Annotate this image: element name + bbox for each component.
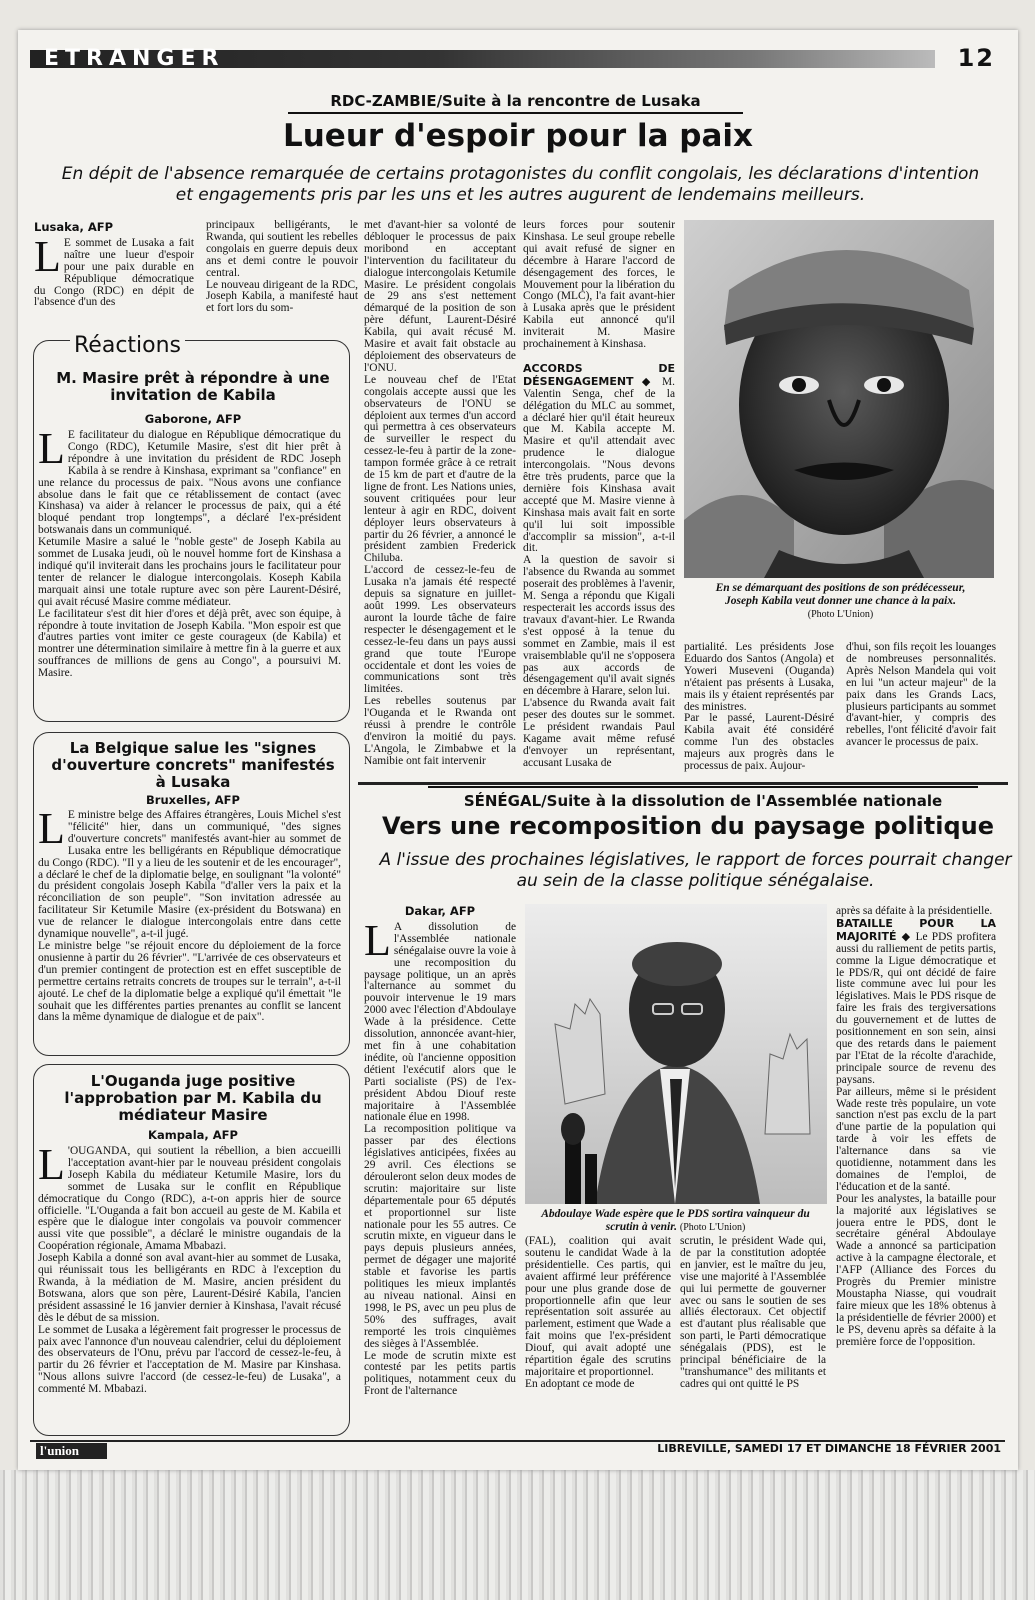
article2-subhead: BATAILLE POUR LA MAJORITÉ ◆: [836, 916, 996, 943]
background-stripes: [0, 1470, 1035, 1600]
page-number: 12: [957, 44, 995, 72]
box1-dateline: Gaborone, AFP: [144, 412, 242, 426]
reactions-label: Réactions: [70, 333, 185, 358]
section-name: ETRANGER: [44, 46, 225, 71]
article2-deck: A l'issue des prochaines législatives, le rapport de forces pourrait changer au sein de la classe politique sénégalaise.: [379, 850, 1012, 891]
article1-subhead: ACCORDS DE DÉSENGAGEMENT ◆: [523, 361, 675, 388]
box3-title: L'Ouganda juge positive l'approbation par M. Kabila du médiateur Masire: [64, 1072, 322, 1124]
dropcap: L: [34, 231, 61, 281]
article2-col4b: Le PDS profitera aussi du ralliement de petits partis, comme la Ligue démocratique et le PDS/R, qui ont décidé de faire liste commune avec lui pour les législatives. Mais le PDS risque de faire les frais des tergiversations du gouvernement et de luttes de positionnement en son sein, ainsi que des retards dans le paiement par l'Etat de la récolte d'arachide, principale source de revenu des paysans. Par ailleurs, même si le président Wade reste très populaire, un vote sanction n'est pas exclu de la part d'une partie de la population qui tarde à voir les effets de l'alternance dans sa vie quotidienne, notamment dans les domaines de l'emploi, de l'éducation et de la santé. Pour les analystes, la bataille pour la majorité aux législatives se jouera entre le PDS, dont le secrétaire général Abdoulaye Wade a annoncé sa participation active à la campagne électorale, et l'AFP (Alliance des Forces du Progrès du Premier ministre Moustapha Niasse, qui voudrait faire mieux que les 18% obtenus à la présidentielle de février 2000) et le PS, devenu après sa défaite à la première force de l'opposition.: [836, 930, 996, 1348]
wade-photo-credit: (Photo L'Union): [679, 1222, 746, 1233]
article2-dateline: Dakar, AFP: [404, 906, 476, 918]
article1-col4b: M. Valentin Senga, chef de la délégation du MLC au sommet, a déclaré hier qu'il était heureux que M. Kabila accepte M. Masire et qu'il attendait avec prudence le dialogue intercongolais. "Nous devons être très prudents, parce que la dernière fois Kinshasa avait accepté que M. Masire vienne à Kinshasa mais avait fait en sorte qu'il lui soit impossible d'accomplir sa mission", a-t-il dit. A la question de savoir si l'absence du Rwanda au sommet poserait des problèmes à l'avenir, M. Senga a répondu que Kigali respecterait les accords issus des travaux d'avant-hier. Le Rwanda s'est opposé à la tenue du sommet en Zambie, mais il est vraisemblable qu'il ne s'opposera pas aux accords de désengagement qu'il avait signés en décembre à Harare, selon lui. L'absence du Rwanda avait fait peser des doutes sur le sommet. Le président rwandais Paul Kagame avait même refusé d'envoyer un représentant, accusant Lusaka de: [523, 375, 675, 769]
box2-dateline: Bruxelles, AFP: [146, 793, 240, 807]
article1-col2: principaux belligérants, le Rwanda, qui soutient les rebelles congolais en guerre depuis deux ans et demi contre le pouvoir central. Le nouveau dirigeant de la RDC, Joseph Kabila, a manifesté haut et fort lors du som-: [206, 220, 358, 315]
kabila-caption-text: En se démarquant des positions de son prédécesseur, Joseph Kabila veut donner une chance à la paix.: [715, 582, 966, 607]
article1-col1-text: E sommet de Lusaka a fait naître une lueur d'espoir pour une paix durable en République démocratique du Congo (RDC) en dépit de l'absence d'un des: [34, 236, 194, 309]
article1-col3: met d'avant-hier sa volonté de débloquer le processus de paix moribond en acceptant l'intervention du facilitateur du dialogue intercongolais Ketumile Masire. Le président congolais de 29 ans s'est nettement démarqué de la position de son père défunt, Laurent-Désiré Kabila, qui avait récusé M. Masire et avait fait obstacle au déploiement des observateurs de l'ONU. Le nouveau chef de l'Etat congolais accepte aussi que les observateurs de l'ONU se déploient aux termes d'un accord qui permettra à ces observateurs de surveiller le respect du cessez-le-feu à partir de la zone-tampon formée grâce à ce retrait de 15 km de part et d'autre de la ligne de front. Les Nations unies, souvent critiquées pour leur lenteur à agir en RDC, doivent déployer leurs observateurs à partir du 26 février, a annoncé le président zambien Frederick Chiluba. L'accord de cessez-le-feu de Lusaka n'a jamais été respecté depuis sa signature en juillet-août 1999. Les observateurs auront la lourde tâche de faire respecter le désengagement et le cessez-le-feu dans un pays aussi grand que toute l'Europe occidentale et dont les voies de communications sont très limitées. Les rebelles soutenus par l'Ouganda et le Rwanda ont réussi à prendre le contrôle d'environ la moitié du pays. L'Angola, le Zimbabwe et la Namibie ont fait intervenir: [364, 220, 516, 767]
article2-top-rule: [358, 782, 1008, 785]
article1-title: Lueur d'espoir pour la paix: [282, 118, 754, 154]
kabila-photo-caption: [698, 582, 983, 621]
wade-photo-caption: [528, 1208, 823, 1234]
box1-body: [38, 430, 341, 712]
kabila-portrait-image: [684, 220, 994, 578]
box1-text: E facilitateur du dialogue en République démocratique du Congo (RDC), Ketumile Masire, s'est dit hier prêt à répondre à une invitation du président de RDC Joseph Kabila à se rendre à Kinshasa, exprimant sa "confiance" en une relance du processus de paix. "Nous avons une confiance absolue dans le fait que ce rétablissement de contact (avec Kinshasa) va aider à relancer le processus de paix, qui a été bloqué pendant trop longtemps", a déclaré l'ex-président botswanais dans un communiqué. Ketumile Masire a salué le "noble geste" de Joseph Kabila au sommet de Lusaka jeudi, où le nouvel homme fort de Kinshasa a indiqué qu'il inviterait dans les prochains jours le facilitateur pour tenter de relancer le dialogue intercongolais. Koseph Kabila marquait ainsi une totale rupture avec son père Laurent-Désiré, qui avait récusé Masire comme médiateur. Le facilitateur s'est dit hier d'ores et déjà prêt, avec son équipe, à répondre à toute invitation de Joseph Kabila. "Mon espoir est que d'autres parties vont imiter ce geste courageux (de Kabila) et montrer une détermination similaire à mettre fin à la guerre et aux souffrances de millions de gens au Congo", a poursuivi M. Masire.: [38, 430, 341, 680]
article2-title: Vers une recomposition du paysage politique: [381, 812, 995, 840]
article1-dateline: Lusaka, AFP: [34, 222, 114, 234]
box2-text: E ministre belge des Affaires étrangères, Louis Michel s'est "félicité" hier, dans un communiqué, "des signes d'ouverture concrets" manifestés avant-hier au sommet de Lusaka entre les belligérants en République démocratique du Congo (RDC). "Il y a lieu de les soutenir et de les encourager", a déclaré le chef de la diplomatie belge, en soulignant "la volonté" du président congolais Joseph Kabila "d'aller vers la paix et la réconciliation de son peuple". "Son invitation adressée au facilitateur Sir Ketumile Masire (ex-président du Botswana) en vue de relancer le dialogue intercongolais entre dans cette dynamique nouvelle", a-t-il jugé. Le ministre belge "se réjouit encore du déploiement de la force onusienne à partir du 26 février". "L'arrivée de ces observateurs et d'un premier contingent de protection est en effet susceptible de permettre certains retraits concrets de troupes sur le terrain", a-t-il ajouté. Le chef de la diplomatie belge a expliqué qu'il émettait "le souhait que les différentes parties prenantes au conflit se lancent dans la même dynamique de dialogue et de paix".: [38, 810, 341, 1024]
box3-body: [38, 1146, 341, 1428]
kabila-photo-credit: (Photo L'Union): [807, 609, 874, 620]
article2-col1: [364, 906, 516, 1436]
article2-col1-text: A dissolution de l'Assemblée nationale sénégalaise ouvre la voie à une recomposition du paysage politique, un an après l'alternance au sommet du pouvoir intervenue le 19 mars 2000 avec l'élection d'Abdoulaye Wade à la présidence. Cette dissolution, annoncée avant-hier, met fin à une cohabitation inédite, où l'ancienne opposition détient l'exécutif alors que le Parti socialiste (PS) de l'ex-président Abdou Diouf reste majoritaire à l'Assemblée nationale élue en 1998. La recomposition politique va passer par des élections législatives anticipées, fixées au 29 avril. Ces élections se dérouleront selon deux modes de scrutin: majoritaire sur liste départementale pour 65 députés et proportionnel sur liste nationale pour les 55 autres. Ce scrutin mixte, en vigueur dans le pays depuis plusieurs années, permet de dégager une majorité stable et favorise les partis politiques les mieux implantés au niveau national. Ainsi en 1998, le PS, avec un peu plus de 50% des suffrages, avait remporté les trois cinquièmes des sièges à l'Assemblée. Le mode de scrutin mixte est contesté par les petits partis politiques, notamment ceux du Front de l'alternance: [364, 920, 516, 1398]
wade-photo: [525, 904, 827, 1204]
kabila-photo: [684, 220, 994, 578]
article2-col3: scrutin, le président Wade qui, de par la constitution adoptée en janvier, est le maître du jeu, vise une majorité à l'Assemblée qui lui permette de gouverner avec ou sans le soutien de ses alliés électoraux. Cet objectif est d'autant plus réalisable que son parti, le Parti démocratique sénégalais (PDS), est le principal bénéficiaire de la "transhumance" des militants et cadres qui ont quitté le PS: [680, 1236, 826, 1390]
dropcap: L: [38, 430, 65, 473]
article1-col1: [34, 222, 194, 322]
wade-portrait-image: [525, 904, 827, 1204]
article1-deck: En dépit de l'absence remarquée de certains protagonistes du conflit congolais, les déclarations d'intention et engagements pris par les uns et les autres augurent de lendemains meilleurs.: [61, 164, 980, 205]
page-footer: [30, 1440, 1005, 1458]
article1-col6: d'hui, son fils reçoit les louanges de nombreuses personnalités. Après Nelson Mandela qui voit en lui "un acteur majeur" de la paix dans les Grands Lacs, plusieurs participants au sommet d'avant-hier, y compris des rebelles, l'ont félicité d'avoir fait avancer le processus de paix.: [846, 642, 996, 749]
article2-col4a: après sa défaite à la présidentielle.: [836, 906, 993, 917]
dropcap: L: [38, 810, 65, 853]
newspaper-page: [18, 30, 1018, 1470]
box1-title: M. Masire prêt à répondre à une invitation de Kabila: [56, 369, 330, 404]
box2-title: La Belgique salue les "signes d'ouverture concrets" manifestés à Lusaka: [51, 739, 335, 791]
issue-date: LIBREVILLE, SAMEDI 17 ET DIMANCHE 18 FÉVRIER 2001: [657, 1442, 1001, 1455]
wade-caption-text: Abdoulaye Wade espère que le PDS sortira vainqueur du scrutin à venir.: [541, 1208, 810, 1233]
article1-kicker: RDC-ZAMBIE/Suite à la rencontre de Lusaka: [288, 92, 743, 114]
box2-body: [38, 810, 341, 1046]
page-header: [30, 44, 1005, 70]
dropcap: L: [38, 1146, 65, 1189]
dropcap: L: [364, 915, 391, 965]
box3-dateline: Kampala, AFP: [148, 1128, 238, 1142]
article1-col5: partialité. Les présidents Jose Eduardo dos Santos (Angola) et Yoweri Museveni (Ouganda) n'étaient pas présents à Lusaka, mais ils y étaient représentés par des ministres. Par le passé, Laurent-Désiré Kabila avait été considéré comme l'un des obstacles majeurs aux progrès dans le processus de paix. Aujour-: [684, 642, 834, 773]
newspaper-logo: l'union: [36, 1443, 107, 1459]
article2-kicker: SÉNÉGAL/Suite à la dissolution de l'Assemblée nationale: [428, 786, 978, 810]
article2-col4: [836, 906, 996, 1436]
article2-col2: (FAL), coalition qui avait soutenu le candidat Wade à la présidentielle. Ces partis, qui avaient affirmé leur préférence pour une plus grande dose de proportionnelle afin que leur représentation soit assurée au parlement, estiment que Wade a fait moins que l'ex-président Diouf, qui avait adopté une répartition égale des scrutins majoritaire et proportionnel. En adoptant ce mode de: [525, 1236, 671, 1390]
article1-col4a: leurs forces pour soutenir Kinshasa. Le seul groupe rebelle qui avait refusé de signer en décembre à Harare l'accord de désengagement des forces, le Mouvement pour la libération du Congo (MLC), l'a fait avant-hier à Lusaka après que le président Kabila eut annoncé qu'il inviterait M. Masire prochainement à Kinshasa.: [523, 220, 675, 351]
box3-text: 'OUGANDA, qui soutient la rébellion, a bien accueilli l'acceptation avant-hier par le nouveau président congolais Joseph Kabila du médiateur Ketumile Masire, lors du sommet de Lusaka sur le conflit en République démocratique du Congo (RDC), a-t-on appris hier de source officielle. "L'Ouganda a fait bon accueil au geste de M. Kabila et espère que le dialogue inter congolais va pouvoir commencer aussi vite que possible", a déclaré le ministre ougandais de la Coopération régionale, Amama Mbabazi. Joseph Kabila a donné son aval avant-hier au sommet de Lusaka, qui réunissait tous les belligérants en RDC à l'exception du Rwanda, à la médiation de M. Masire, ancien président du Botswana, alors que son père, Laurent-Désiré Kabila, l'ancien président assassiné le 16 janvier dernier à Kinshasa, l'avait récusé dès le début de sa mission. Le sommet de Lusaka a légèrement fait progresser le processus de paix avec l'annonce d'un nouveau calendrier, celui du déploiement des observateurs de l'Onu, prévu par l'accord de cessez-le-feu, à partir du 26 février et l'acceptation de M. Masire par Kinshasa. "Nous allons suivre l'accord (de cessez-le-feu) de Lusaka", a commenté M. Mbabazi.: [38, 1146, 341, 1396]
article1-col4: [523, 220, 675, 780]
